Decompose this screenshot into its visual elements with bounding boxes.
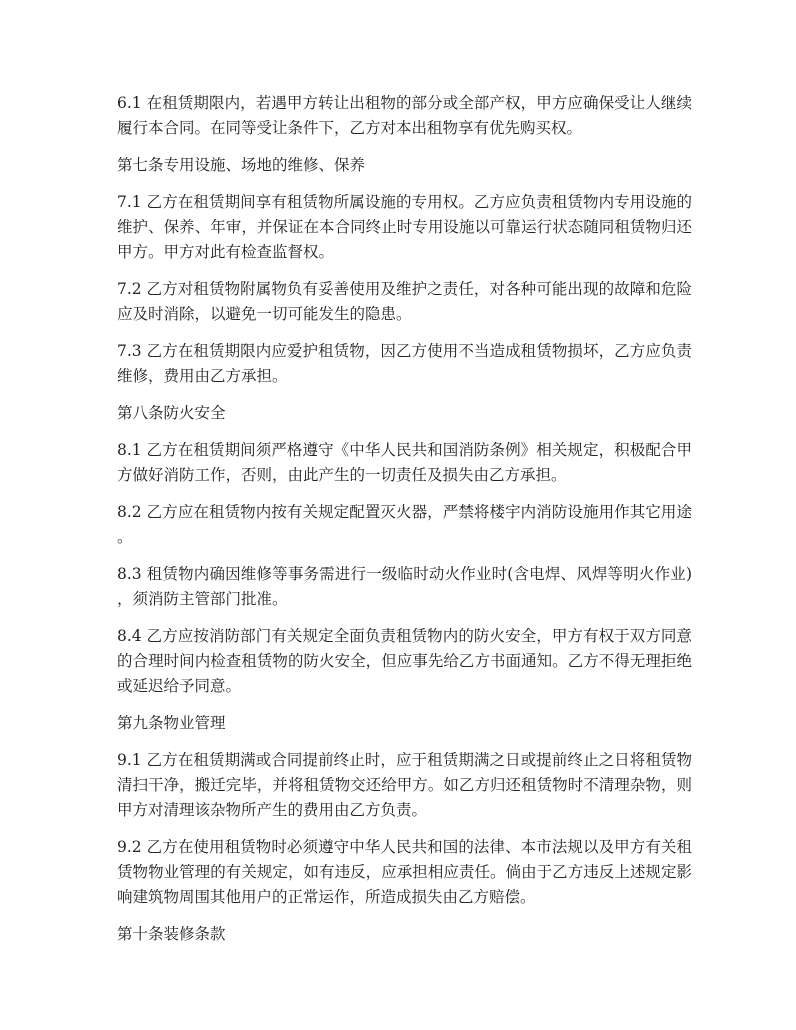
clause-9-2: 9.2 乙方在使用租赁物时必须遵守中华人民共和国的法律、本市法规以及甲方有关租赁物物业管理的有关规定，如有违反，应承担相应责任。倘由于乙方违反上述规定影响建筑物周围其他用户的正常运作，所造成损失由乙方赔偿。 bbox=[117, 838, 692, 906]
document-body bbox=[117, 91, 692, 959]
clause-8-3: 8.3 租赁物内确因维修等事务需进行一级临时动火作业时(含电焊、风焊等明火作业)，须消防主管部门批准。 bbox=[117, 565, 692, 608]
article-7-heading: 第七条专用设施、场地的维修、保养 bbox=[117, 156, 366, 174]
clause-7-3: 7.3 乙方在租赁期限内应爱护租赁物，因乙方使用不当造成租赁物损坏，乙方应负责维修，费用由乙方承担。 bbox=[117, 342, 692, 385]
clause-8-4: 8.4 乙方应按消防部门有关规定全面负责租赁物内的防火安全，甲方有权于双方同意的合理时间内检查租赁物的防火安全，但应事先给乙方书面通知。乙方不得无理拒绝或延迟给予同意。 bbox=[117, 627, 692, 695]
clause-7-1: 7.1 乙方在租赁期间享有租赁物所属设施的专用权。乙方应负责租赁物内专用设施的维护、保养、年审，并保证在本合同终止时专用设施以可靠运行状态随同租赁物归还甲方。甲方对此有检查监督权。 bbox=[117, 193, 692, 261]
clause-7-2: 7.2 乙方对租赁物附属物负有妥善使用及维护之责任，对各种可能出现的故障和危险应及时消除，以避免一切可能发生的隐患。 bbox=[117, 280, 692, 323]
article-9-heading: 第九条物业管理 bbox=[117, 714, 226, 732]
clause-9-1: 9.1 乙方在租赁期满或合同提前终止时，应于租赁期满之日或提前终止之日将租赁物清扫干净，搬迁完毕，并将租赁物交还给甲方。如乙方归还租赁物时不清理杂物，则甲方对清理该杂物所产生的费用由乙方负责。 bbox=[117, 751, 692, 819]
article-8-heading: 第八条防火安全 bbox=[117, 404, 226, 422]
clause-8-2: 8.2 乙方应在租赁物内按有关规定配置灭火器，严禁将楼宇内消防设施用作其它用途。 bbox=[117, 503, 692, 546]
clause-8-1: 8.1 乙方在租赁期间须严格遵守《中华人民共和国消防条例》相关规定，积极配合甲方做好消防工作，否则，由此产生的一切责任及损失由乙方承担。 bbox=[117, 441, 692, 484]
article-10-heading: 第十条装修条款 bbox=[117, 925, 226, 943]
clause-6-1: 6.1 在租赁期限内，若遇甲方转让出租物的部分或全部产权，甲方应确保受让人继续履行本合同。在同等受让条件下，乙方对本出租物享有优先购买权。 bbox=[117, 94, 692, 137]
